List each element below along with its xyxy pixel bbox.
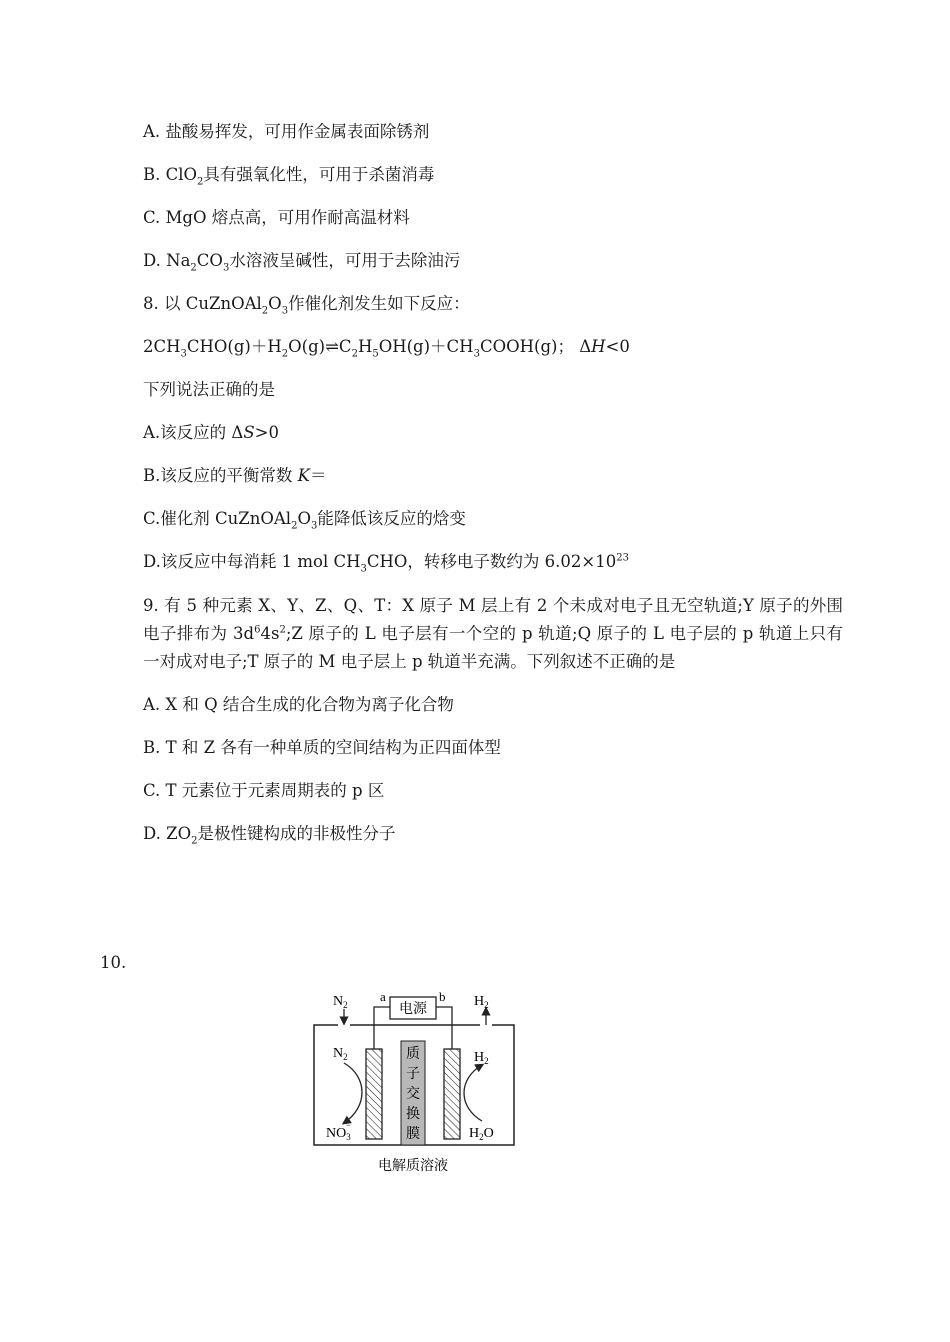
q7-option-a: A. 盐酸易挥发，可用作金属表面除锈剂 — [143, 122, 430, 141]
q8-option-c: C.催化剂 $CuZnOAl_2O_3$能降低该反应的焓变 — [143, 509, 466, 532]
right-electrode — [444, 1049, 460, 1139]
svg-text:子: 子 — [406, 1067, 420, 1082]
q9-option-b: B. T 和 Z 各有一种单质的空间结构为正四面体型 — [143, 738, 501, 757]
q8-option-b: B.该反应的平衡常数 K＝ — [143, 466, 327, 485]
q9-option-d: D. $ZO_2$是极性键构成的非极性分子 — [143, 824, 396, 847]
q8-option-a: A.该反应的 ΔS>0 — [143, 423, 279, 442]
q9-option-c: C. T 元素位于元素周期表的 p 区 — [143, 781, 385, 800]
left-electrode — [366, 1049, 382, 1139]
q9-stem: 9. 有 5 种元素 X、Y、Z、Q、T：X 原子 M 层上有 2 个未成对电子且无空轨道;Y 原子的外围电子排布为 $3d^64s^2;Z$ 原子的 L 电子层有一个空的 p 轨道;Q 原子的 L 电子层的 p 轨道上只有一对成对电子;T 原子的 M 电子层上 p 轨道半充满。下列叙述不正确的是 — [143, 596, 843, 671]
q7-option-d: D. $Na_2CO_3$水溶液呈碱性，可用于去除油污 — [143, 251, 461, 274]
electrolyte-label: 电解质溶液 — [378, 1159, 448, 1174]
terminal-a-label: a — [380, 989, 386, 1004]
q8-question: 下列说法正确的是 — [143, 380, 275, 399]
svg-text:膜: 膜 — [406, 1127, 420, 1142]
h2-outlet-label: $H_2$ — [474, 994, 489, 1010]
wire-b — [436, 1007, 452, 1049]
q7-option-b: B. ClO$_2$具有强氧化性，可用于杀菌消毒 — [143, 165, 435, 188]
right-h2-label: $H_2$ — [474, 1050, 489, 1066]
right-reaction-arrow — [464, 1065, 482, 1121]
membrane-label — [406, 1046, 420, 1142]
svg-text:换: 换 — [406, 1107, 420, 1122]
q8-stem: 8. 以 $CuZnOAl_2O_3$作催化剂发生如下反应： — [143, 294, 470, 317]
svg-text:交: 交 — [406, 1087, 420, 1102]
svg-text:质: 质 — [406, 1047, 420, 1062]
left-reaction-arrow — [344, 1063, 362, 1123]
electrolysis-cell-diagram — [300, 985, 530, 1180]
wire-a — [374, 1007, 390, 1049]
q7-option-c: C. MgO 熔点高，可用作耐高温材料 — [143, 208, 410, 227]
nitrate-label: $NO_3-$ — [326, 1120, 351, 1142]
q8-equation: $2CH_3CHO(g)+H_2O(g)\rightleftharpoons C_2H_5OH(g)+CH_3COOH(g)$； ΔH<0 — [143, 337, 630, 360]
terminal-b-label: b — [439, 989, 446, 1004]
q10-number: 10. — [100, 953, 127, 972]
power-supply-label: 电源 — [399, 1002, 427, 1017]
water-label: $H_2O$ — [469, 1126, 494, 1142]
q8-option-d: D.该反应中每消耗 1 mol $CH_3CHO$，转移电子数约为 $6.02\times 10^{23}$ — [143, 552, 629, 575]
n2-inlet-label: $N_2$ — [333, 994, 348, 1010]
left-n2-label: $N_2$ — [333, 1046, 348, 1062]
q9-option-a: A. X 和 Q 结合生成的化合物为离子化合物 — [143, 695, 454, 714]
